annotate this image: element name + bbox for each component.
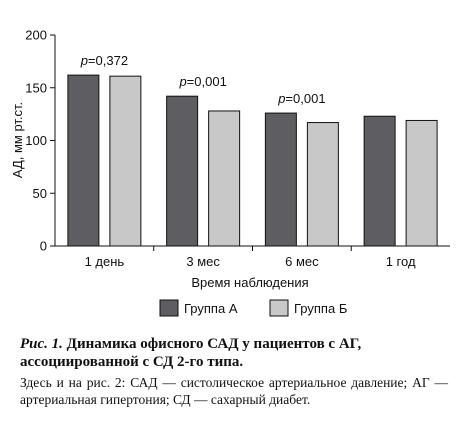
x-tick-label: 1 год [385,254,416,269]
legend-label-group-b: Группа Б [294,301,348,316]
p-value: =0,001 [285,91,326,107]
p-value: =0,001 [186,74,227,90]
bar-group-b [209,111,240,246]
bar-group-b [307,123,338,246]
y-tick-label: 200 [25,27,47,43]
p-value-label [277,91,325,106]
p-value-label [178,74,226,89]
y-tick-label: 100 [25,133,47,148]
bar-group-b [110,76,141,246]
figure-caption [20,335,448,408]
p-value-label [80,53,128,68]
p-value: =0,372 [87,53,129,69]
y-tick-label: 150 [25,80,47,96]
p-symbol: p [80,53,88,69]
y-axis [25,28,55,254]
caption-title [20,335,448,371]
x-axis [55,246,450,269]
bar-group-b [406,120,437,246]
x-tick-label: 3 мес [186,254,220,269]
x-axis-label: Время наблюдения [191,275,309,290]
bar-group-a [364,116,395,246]
y-tick-label: 50 [32,185,47,201]
legend-swatch-group-a [160,300,178,316]
caption-title-text: Динамика офисного САД у пациентов с АГ, ассоциированной с СД 2-го типа. [20,336,362,370]
bar-group-a [167,96,198,246]
bar-group-a [265,113,296,246]
x-tick-label: 1 день [84,254,125,269]
legend [160,300,347,316]
legend-swatch-group-b [270,300,288,316]
x-tick-label: 6 мес [285,254,319,269]
bar-group-a [68,75,99,246]
figure-number: Рис. 1. [20,336,63,352]
legend-label-group-a: Группа А [184,301,238,316]
caption-description: Здесь и на рис. 2: САД — систолическое артериальное давление; АГ — артериальная гипертония; СД — сахарный диабет. [20,375,448,407]
y-axis-label: АД, мм рт.ст. [10,101,25,179]
y-tick-label: 0 [39,238,47,254]
p-symbol: p [179,74,187,90]
bars [68,75,437,246]
p-symbol: p [278,91,286,107]
